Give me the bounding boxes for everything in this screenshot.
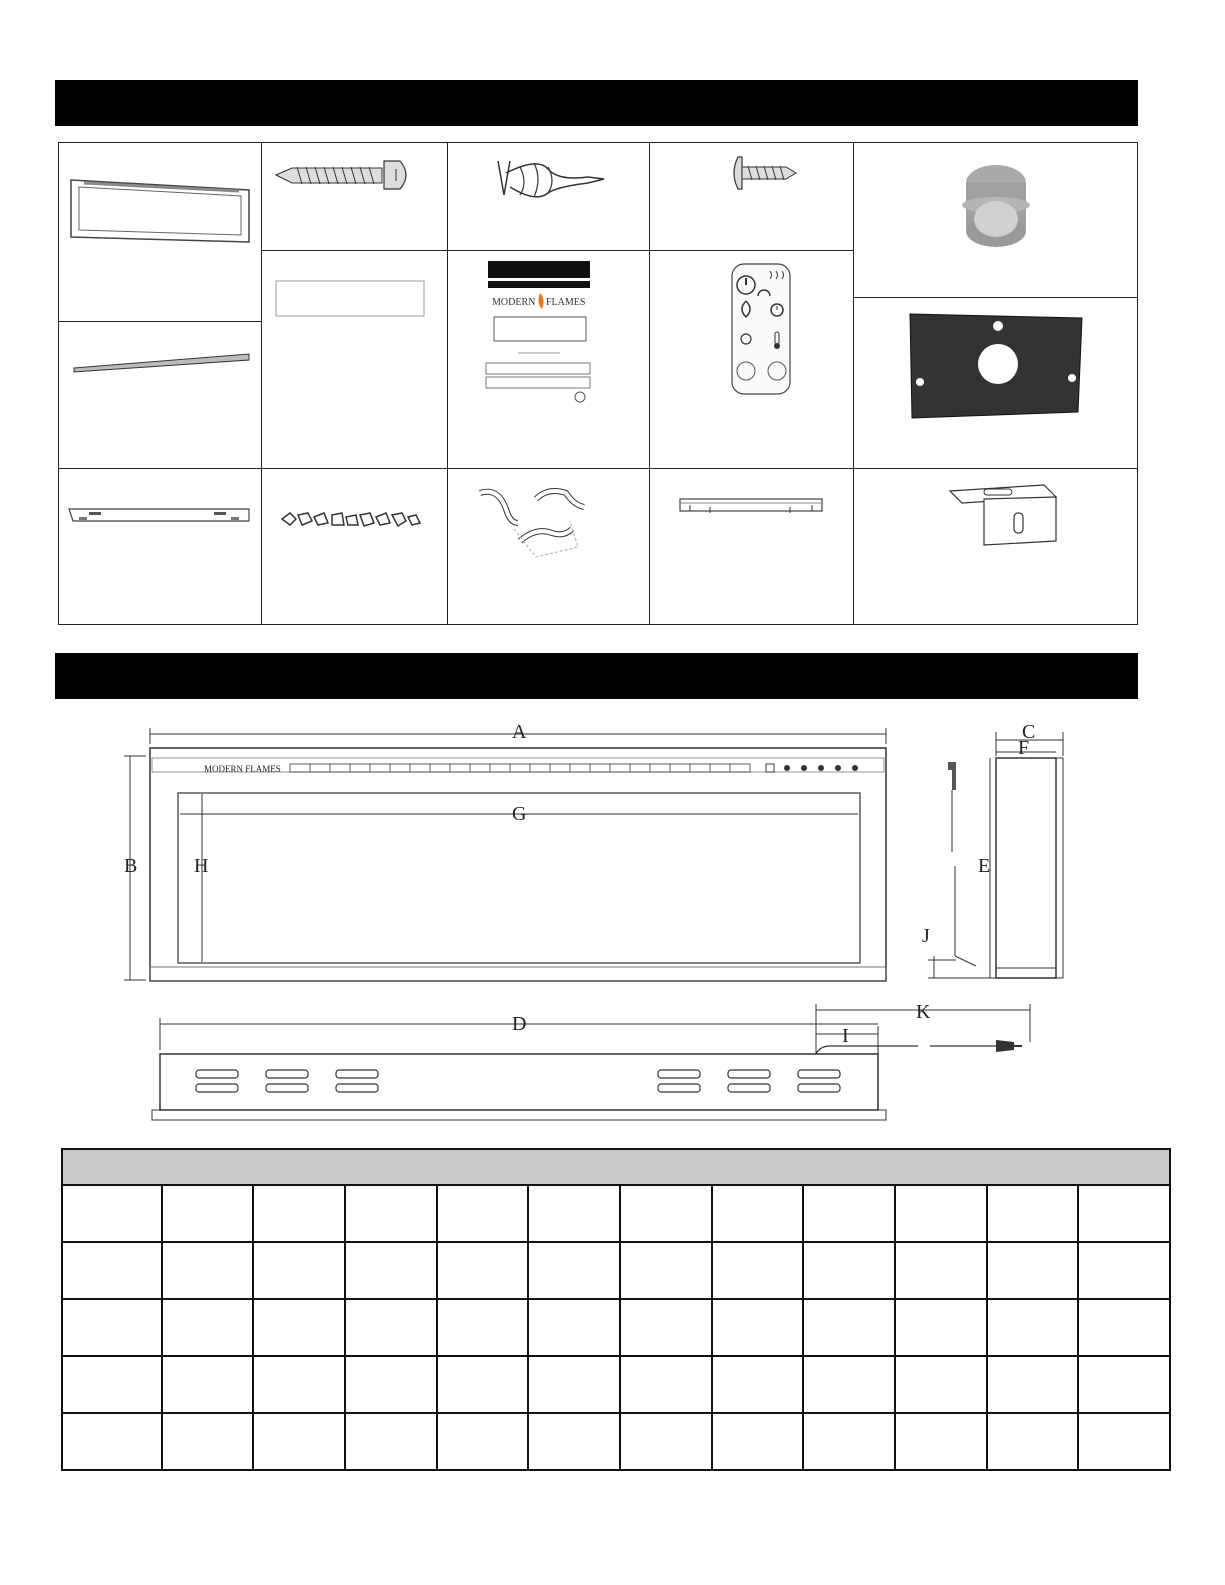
glass-panel-icon [262, 251, 450, 471]
dim-label-a: A [512, 721, 527, 743]
wall-mount-bracket-icon [650, 469, 856, 626]
table-cell [1078, 1299, 1170, 1356]
table-cell [528, 1185, 620, 1242]
table-cell [620, 1356, 712, 1413]
table-cell [162, 1185, 254, 1242]
part-owners-manual [447, 250, 651, 470]
table-row [62, 1413, 1170, 1470]
table-cell [987, 1242, 1079, 1299]
table-cell [528, 1413, 620, 1470]
mounting-plate-icon [854, 298, 1139, 471]
dimension-diagrams [110, 720, 1110, 1140]
part-l-bracket [853, 468, 1138, 625]
part-wall-mount-bracket [649, 468, 855, 625]
table-cell [62, 1299, 162, 1356]
table-cell [345, 1413, 437, 1470]
table-cell [895, 1242, 987, 1299]
table-cell [712, 1242, 804, 1299]
table-cell [528, 1242, 620, 1299]
table-cell [253, 1242, 345, 1299]
remote-control-icon [650, 251, 856, 471]
table-cell [620, 1242, 712, 1299]
grommet-icon [854, 143, 1139, 300]
part-top-bracket [58, 468, 263, 625]
table-row [62, 1356, 1170, 1413]
table-cell [987, 1185, 1079, 1242]
table-cell [620, 1299, 712, 1356]
table-cell [62, 1242, 162, 1299]
dim-label-c: C [1022, 721, 1036, 743]
dim-label-k: K [916, 1001, 931, 1023]
dim-label-h: H [194, 855, 209, 877]
table-cell [345, 1356, 437, 1413]
part-grommet [853, 142, 1138, 299]
table-cell [803, 1185, 895, 1242]
svg-text:FLAMES: FLAMES [546, 297, 586, 308]
fireplace-unit-icon [59, 143, 264, 324]
part-fireplace-unit [58, 142, 263, 323]
table-cell [528, 1356, 620, 1413]
part-glass-panel [261, 250, 449, 470]
table-cell [1078, 1242, 1170, 1299]
table-cell [803, 1413, 895, 1470]
table-cell [437, 1413, 529, 1470]
table-cell [162, 1299, 254, 1356]
l-bracket-icon [854, 469, 1139, 626]
table-cell [1078, 1185, 1170, 1242]
part-remote-control [649, 250, 855, 470]
front-view-diagram [150, 748, 886, 981]
table-cell [162, 1413, 254, 1470]
table-cell [62, 1413, 162, 1470]
table-cell [62, 1356, 162, 1413]
table-row [62, 1185, 1170, 1242]
dim-label-e: E [978, 855, 991, 877]
dim-label-i: I [842, 1025, 849, 1047]
table-cell [620, 1185, 712, 1242]
part-crystals [261, 468, 449, 625]
table-cell [345, 1242, 437, 1299]
table-cell [895, 1356, 987, 1413]
table-cell [895, 1185, 987, 1242]
part-short-screw [649, 142, 855, 252]
table-cell [987, 1413, 1079, 1470]
dim-label-g: G [512, 803, 527, 825]
table-cell [803, 1299, 895, 1356]
parts-section-header-bar [55, 80, 1138, 126]
table-row [62, 1242, 1170, 1299]
table-cell [987, 1356, 1079, 1413]
table-cell [620, 1413, 712, 1470]
table-cell [62, 1185, 162, 1242]
part-mounting-plate [853, 297, 1138, 470]
table-cell [437, 1299, 529, 1356]
table-cell [987, 1299, 1079, 1356]
owners-manual-icon [448, 251, 652, 471]
table-cell [712, 1185, 804, 1242]
part-wall-anchor [447, 142, 651, 252]
table-cell [437, 1242, 529, 1299]
table-cell [1078, 1356, 1170, 1413]
side-view-diagram [948, 758, 1063, 978]
table-cell [253, 1413, 345, 1470]
dimensions-section-header-bar [55, 653, 1138, 699]
table-cell [895, 1413, 987, 1470]
short-screw-icon [650, 143, 856, 253]
table-cell [253, 1299, 345, 1356]
table-cell [712, 1413, 804, 1470]
table-cell [345, 1299, 437, 1356]
part-long-screw [261, 142, 449, 252]
parts-list-grid [58, 142, 1138, 627]
table-cell [1078, 1413, 1170, 1470]
table-cell [162, 1356, 254, 1413]
table-cell [437, 1356, 529, 1413]
table-cell [895, 1299, 987, 1356]
table-cell [345, 1185, 437, 1242]
dimensions-table [61, 1148, 1171, 1471]
dim-label-f: F [1018, 737, 1030, 759]
table-cell [528, 1299, 620, 1356]
table-cell [712, 1356, 804, 1413]
crystals-icon [262, 469, 450, 626]
table-cell [162, 1242, 254, 1299]
wall-anchor-icon [448, 143, 652, 253]
trim-strip-icon [59, 322, 264, 471]
unit-brand-label: MODERN FLAMES [204, 764, 281, 774]
table-row [62, 1299, 1170, 1356]
top-bracket-icon [59, 469, 264, 626]
part-trim-strip [58, 321, 263, 470]
dim-label-b: B [124, 855, 138, 877]
table-cell [253, 1185, 345, 1242]
table-cell [437, 1185, 529, 1242]
svg-text:MODERN: MODERN [492, 297, 536, 308]
table-cell [253, 1356, 345, 1413]
long-screw-icon [262, 143, 450, 253]
top-view-diagram [152, 1040, 1022, 1120]
hoses-icon [448, 469, 652, 626]
table-cell [803, 1356, 895, 1413]
part-hoses [447, 468, 651, 625]
dim-label-j: J [922, 925, 930, 947]
table-cell [712, 1299, 804, 1356]
dimensions-table-header [62, 1149, 1170, 1185]
dim-label-d: D [512, 1013, 527, 1035]
table-cell [803, 1242, 895, 1299]
